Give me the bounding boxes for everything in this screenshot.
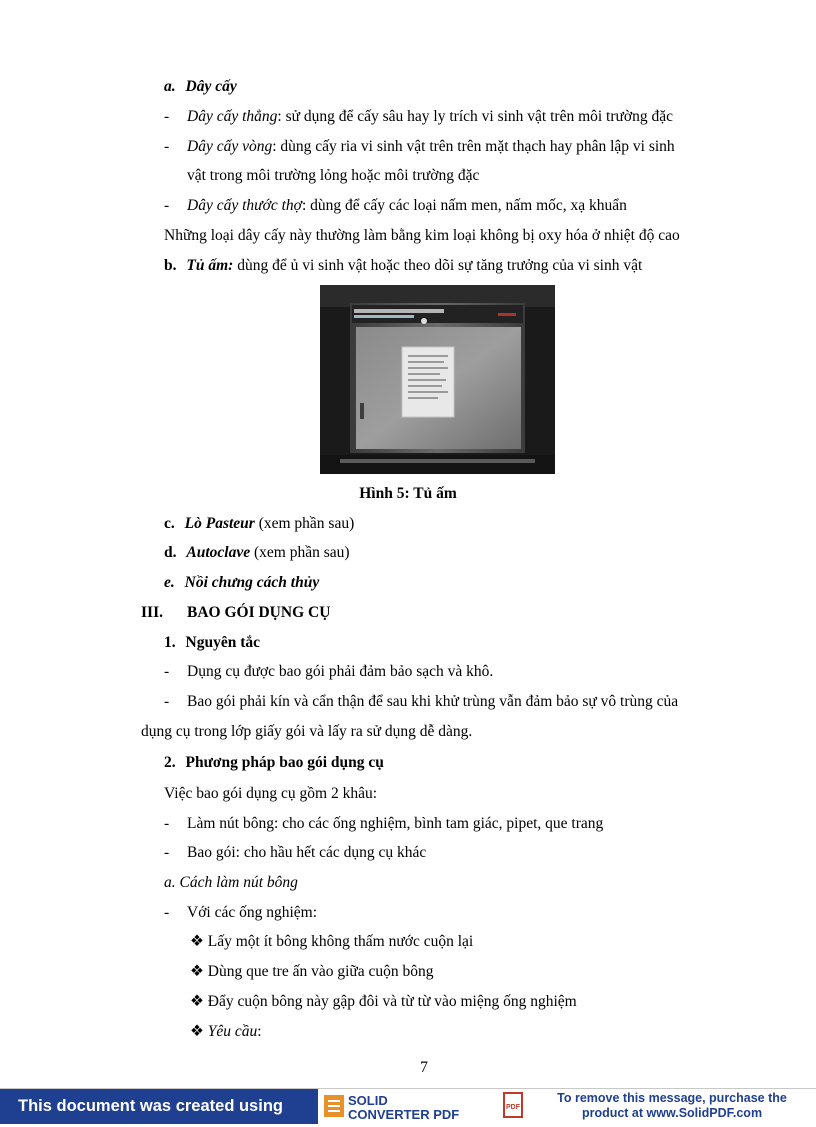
sub1-heading: 1. Nguyên tắc (164, 634, 260, 651)
figure-caption: Hình 5: Tủ ấm (359, 485, 457, 502)
dash-marker: - (164, 197, 170, 214)
dash-marker: - (164, 815, 170, 832)
dash-marker: - (164, 138, 170, 155)
list-item: Dụng cụ được bao gói phải đảm bảo sạch và khô. (187, 663, 494, 680)
bullet-item: ❖ Dùng que tre ấn vào giữa cuộn bông (190, 963, 434, 980)
logo-converter-text: CONVERTER PDF (348, 1107, 460, 1122)
section-e-heading: e. Nồi chưng cách thủy (164, 574, 320, 591)
diamond-bullet-icon: ❖ (190, 933, 204, 950)
section-iii-title: BAO GÓI DỤNG CỤ (187, 604, 331, 621)
section-a-note: Những loại dây cấy này thường làm bằng kim loại không bị oxy hóa ở nhiệt độ cao (164, 227, 680, 244)
incubator-image (320, 285, 555, 474)
sub2-intro: Việc bao gói dụng cụ gồm 2 khâu: (164, 785, 378, 802)
solid-logo-icon (322, 1091, 530, 1122)
list-item: Dây cấy thước thợ: dùng để cấy các loại nấm men, nấm mốc, xạ khuẩn (187, 197, 627, 214)
dash-marker: - (164, 844, 170, 861)
diamond-bullet-icon: ❖ (190, 993, 204, 1010)
dash-marker: - (164, 693, 170, 710)
section-a-heading: a. Dây cấy (164, 78, 237, 95)
footer-right-text: To remove this message, purchase the product at www.SolidPDF.com (557, 1091, 787, 1120)
dash-marker: - (164, 108, 170, 125)
dash-marker: - (164, 663, 170, 680)
list-item: Bao gói phải kín và cẩn thận để sau khi khử trùng vẫn đảm bảo sự vô trùng của (187, 693, 679, 710)
bullet-item: ❖ Lấy một ít bông không thấm nước cuộn lại (190, 933, 474, 950)
incubator-photo (320, 285, 555, 474)
solidpdf-link[interactable]: www.SolidPDF.com (646, 1106, 763, 1120)
footer-left-text: This document was created using (0, 1089, 318, 1124)
page-number: 7 (420, 1059, 428, 1076)
bullet-item: ❖ Yêu cầu: (190, 1023, 262, 1040)
bullet-item: ❖ Đẩy cuộn bông này gập đôi và từ từ vào miệng ống nghiệm (190, 993, 577, 1010)
section-iii-label: III. (141, 604, 163, 621)
list-item: Làm nút bông: cho các ống nghiệm, bình tam giác, pipet, que trang (187, 815, 604, 832)
list-item-continuation: dụng cụ trong lớp giấy gói và lấy ra sử dụng dễ dàng. (141, 723, 473, 740)
list-item-continuation: vật trong môi trường lỏng hoặc môi trường đặc (187, 167, 480, 184)
logo-solid-text: SOLID (348, 1093, 388, 1108)
list-item: Dây cấy vòng: dùng cấy ria vi sinh vật trên trên mặt thạch hay phân lập vi sinh (187, 138, 675, 155)
diamond-bullet-icon: ❖ (190, 963, 204, 980)
dash-marker: - (164, 904, 170, 921)
svg-text:PDF: PDF (506, 1104, 520, 1111)
list-item: Bao gói: cho hầu hết các dụng cụ khác (187, 844, 427, 861)
section-d-heading: d. Autoclave (xem phần sau) (164, 544, 350, 561)
solidpdf-footer-banner (0, 1088, 816, 1124)
subsection-heading: a. Cách làm nút bông (164, 874, 298, 891)
list-item: Dây cấy thẳng: sử dụng để cấy sâu hay ly trích vi sinh vật trên môi trường đặc (187, 108, 674, 125)
section-c-heading: c. Lò Pasteur (xem phần sau) (164, 515, 355, 532)
diamond-bullet-icon: ❖ (190, 1023, 204, 1040)
section-b-heading: b. Tủ ấm: dùng để ủ vi sinh vật hoặc theo dõi sự tăng trưởng của vi sinh vật (164, 257, 643, 274)
solid-converter-logo[interactable] (322, 1091, 530, 1122)
sub2-heading: 2. Phương pháp bao gói dụng cụ (164, 754, 384, 771)
list-item: Với các ống nghiệm: (187, 904, 318, 921)
